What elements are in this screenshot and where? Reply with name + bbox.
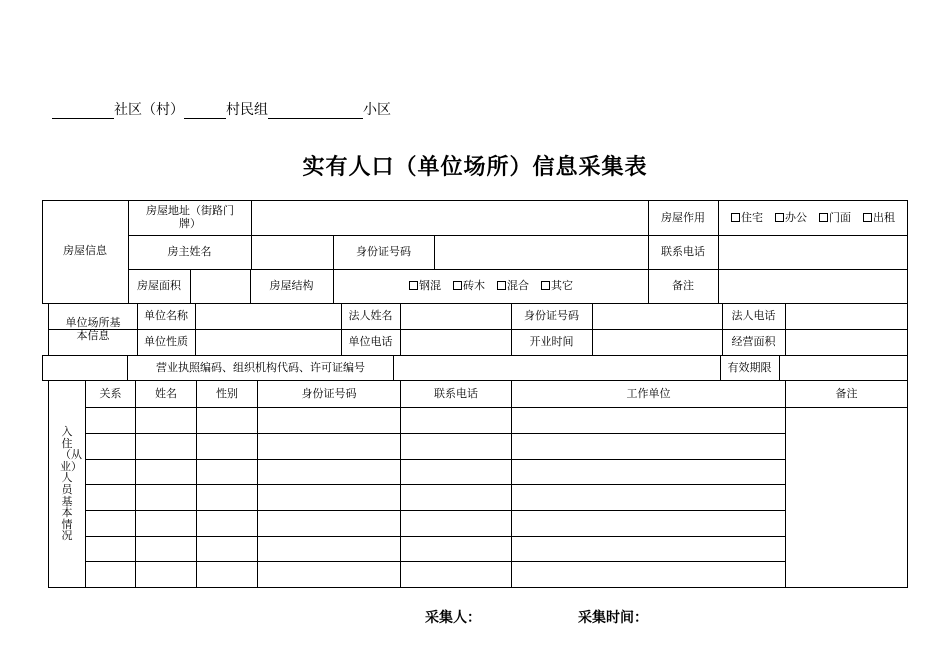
checkbox-icon [453,281,462,290]
license-field[interactable] [394,356,720,380]
header-line [52,99,391,119]
owner-id-field[interactable] [435,235,648,269]
collector-label: 采集人： [425,610,481,626]
structure-option-mixed[interactable]: 混合 [497,280,529,293]
residents-section-label: 入住（从业）人员基本情况 [60,425,82,543]
structure-option-brick-wood[interactable]: 砖木 [453,280,485,293]
house-remark-label: 备注 [672,278,694,292]
owner-phone-label: 联系电话 [661,244,705,258]
house-section-label: 房屋信息 [63,244,107,258]
page-title: 实有人口（单位场所）信息采集表 [302,155,648,180]
community-blank[interactable] [52,105,114,119]
house-address-field[interactable] [252,201,648,235]
col-workplace: 工作单位 [626,386,671,400]
use-option-storefront[interactable]: 门面 [819,212,851,225]
legal-name-label: 法人姓名 [348,309,393,323]
structure-option-steel-concrete[interactable]: 钢混 [409,280,441,293]
house-area-field[interactable] [191,269,250,303]
house-address-label: 房屋地址（街路门牌） [146,204,234,230]
license-label: 营业执照编码、组织机构代码、许可证编号 [156,360,365,374]
owner-phone-field[interactable] [719,235,907,269]
owner-name-field[interactable] [252,235,333,269]
biz-area-field[interactable] [786,330,907,355]
open-time-label: 开业时间 [529,335,574,349]
col-remark: 备注 [835,386,858,400]
house-remark-field[interactable] [719,269,907,303]
community-label: 社区（村） [114,102,184,118]
legal-id-field[interactable] [593,304,722,329]
col-id-number: 身份证号码 [301,386,357,400]
legal-phone-field[interactable] [786,304,907,329]
col-phone: 联系电话 [434,386,478,400]
district-blank[interactable] [268,105,363,119]
validity-field[interactable] [780,356,907,380]
group-label: 村民组 [226,102,268,118]
residents-remark-field[interactable] [786,408,907,587]
owner-name-label: 房主姓名 [167,244,212,258]
license-blank-cell [43,356,127,380]
group-blank[interactable] [184,105,226,119]
checkbox-icon [497,281,506,290]
structure-option-other[interactable]: 其它 [541,280,573,293]
unit-section-label: 单位场所基本信息 [65,315,121,342]
use-option-office[interactable]: 办公 [775,212,807,225]
checkbox-icon [819,213,828,222]
use-option-rental[interactable]: 出租 [863,212,895,225]
open-time-field[interactable] [593,330,722,355]
unit-phone-field[interactable] [401,330,511,355]
house-structure-options [334,269,648,303]
unit-name-field[interactable] [196,304,341,329]
owner-id-label: 身份证号码 [356,244,411,258]
legal-phone-label: 法人电话 [731,309,776,323]
col-name: 姓名 [155,386,177,400]
col-gender: 性别 [216,386,238,400]
unit-nature-field[interactable] [196,330,341,355]
legal-name-field[interactable] [401,304,511,329]
legal-id-label: 身份证号码 [524,309,579,323]
biz-area-label: 经营面积 [731,335,776,349]
unit-nature-label: 单位性质 [144,335,188,349]
district-label: 小区 [363,102,391,118]
house-area-label: 房屋面积 [137,278,181,292]
house-structure-label: 房屋结构 [269,278,314,292]
checkbox-icon [731,213,740,222]
checkbox-icon [409,281,418,290]
house-use-options [719,201,907,235]
checkbox-icon [775,213,784,222]
unit-name-label: 单位名称 [144,309,188,323]
unit-phone-label: 单位电话 [348,335,393,349]
house-use-label: 房屋作用 [661,210,705,224]
validity-label: 有效期限 [727,360,772,374]
checkbox-icon [541,281,550,290]
use-option-residence[interactable]: 住宅 [731,212,763,225]
checkbox-icon [863,213,872,222]
collection-time-label: 采集时间： [578,610,648,626]
col-relation: 关系 [99,386,122,400]
